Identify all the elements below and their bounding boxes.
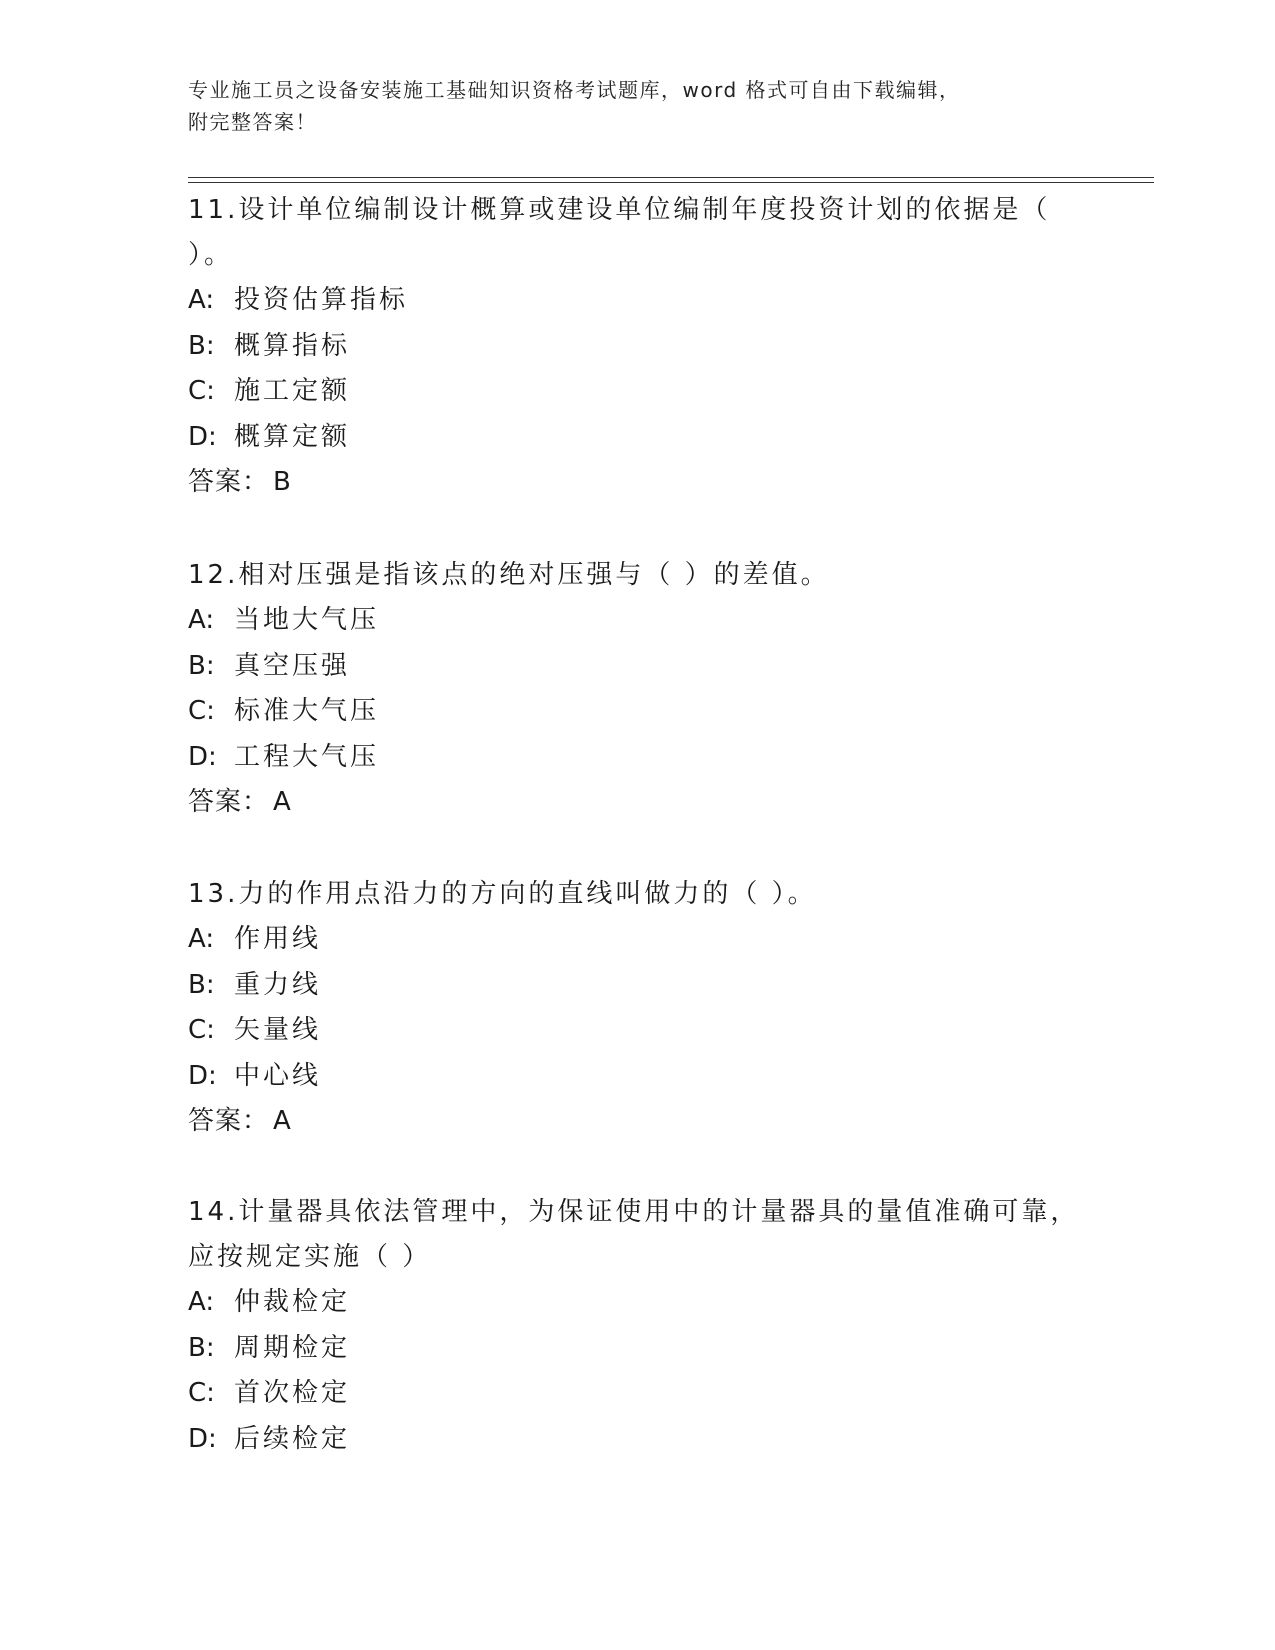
header-line-1: 专业施工员之设备安装施工基础知识资格考试题库，word 格式可自由下载编辑， bbox=[188, 78, 961, 102]
header-line-2: 附完整答案！ bbox=[188, 110, 317, 134]
option-a bbox=[188, 598, 1088, 644]
option-text: 中心线 bbox=[234, 1060, 322, 1091]
question-stem bbox=[188, 553, 1088, 598]
answer-line bbox=[188, 460, 1088, 506]
option-text: 标准大气压 bbox=[234, 696, 380, 726]
question-13 bbox=[188, 872, 1088, 1145]
document-header bbox=[188, 74, 1088, 138]
option-letter: C: bbox=[188, 1378, 215, 1408]
answer-value: A bbox=[273, 1106, 292, 1136]
option-c bbox=[188, 369, 1088, 415]
option-text: 仲裁检定 bbox=[234, 1287, 351, 1317]
option-text: 作用线 bbox=[234, 924, 322, 954]
question-stem bbox=[188, 188, 1088, 278]
option-letter: C: bbox=[188, 1015, 215, 1045]
answer-label: 答案： bbox=[188, 1106, 270, 1136]
question-12 bbox=[188, 553, 1088, 826]
option-d bbox=[188, 1417, 1088, 1463]
header-divider-bottom bbox=[188, 182, 1154, 183]
option-text: 首次检定 bbox=[234, 1378, 351, 1408]
option-letter: D: bbox=[188, 1060, 217, 1091]
option-letter: D: bbox=[188, 421, 217, 452]
option-letter: B: bbox=[188, 969, 215, 1000]
option-c bbox=[188, 689, 1088, 735]
header-divider-top bbox=[188, 177, 1154, 178]
option-letter: C: bbox=[188, 696, 215, 726]
question-stem-line-1: 13.力的作用点沿力的方向的直线叫做力的（ ）。 bbox=[188, 879, 817, 909]
question-stem bbox=[188, 872, 1088, 917]
option-b bbox=[188, 1326, 1088, 1372]
answer-value: A bbox=[273, 787, 292, 817]
option-a bbox=[188, 917, 1088, 963]
option-c bbox=[188, 1371, 1088, 1417]
option-a bbox=[188, 278, 1088, 324]
option-d bbox=[188, 415, 1088, 461]
option-d bbox=[188, 1054, 1088, 1100]
answer-label: 答案： bbox=[188, 467, 270, 497]
option-text: 周期检定 bbox=[234, 1332, 351, 1363]
option-letter: A: bbox=[188, 924, 215, 954]
answer-line bbox=[188, 1099, 1088, 1145]
option-a bbox=[188, 1280, 1088, 1326]
option-text: 概算定额 bbox=[234, 421, 351, 452]
option-text: 矢量线 bbox=[234, 1015, 322, 1045]
question-stem-line-2: 应按规定实施（ ） bbox=[188, 1242, 432, 1272]
option-letter: C: bbox=[188, 376, 215, 406]
option-b bbox=[188, 963, 1088, 1009]
option-c bbox=[188, 1008, 1088, 1054]
option-text: 后续检定 bbox=[234, 1423, 351, 1454]
option-letter: B: bbox=[188, 330, 215, 361]
option-text: 工程大气压 bbox=[234, 741, 380, 772]
option-letter: D: bbox=[188, 741, 217, 772]
question-14 bbox=[188, 1190, 1088, 1462]
option-letter: B: bbox=[188, 1332, 215, 1363]
answer-value: B bbox=[273, 467, 292, 497]
option-letter: D: bbox=[188, 1423, 217, 1454]
answer-line bbox=[188, 780, 1088, 826]
option-d bbox=[188, 735, 1088, 781]
option-text: 概算指标 bbox=[234, 330, 351, 361]
option-text: 施工定额 bbox=[234, 376, 351, 406]
option-text: 投资估算指标 bbox=[234, 285, 409, 315]
option-text: 重力线 bbox=[234, 969, 322, 1000]
answer-label: 答案： bbox=[188, 787, 270, 817]
question-stem-line-2: ）。 bbox=[188, 240, 234, 270]
question-stem-line-1: 11.设计单位编制设计概算或建设单位编制年度投资计划的依据是（ bbox=[188, 195, 1051, 225]
option-letter: B: bbox=[188, 650, 215, 681]
question-stem-line-1: 12.相对压强是指该点的绝对压强与（ ）的差值。 bbox=[188, 560, 830, 590]
option-b bbox=[188, 324, 1088, 370]
question-stem-line-1: 14.计量器具依法管理中，为保证使用中的计量器具的量值准确可靠， bbox=[188, 1197, 1080, 1227]
option-letter: A: bbox=[188, 1287, 215, 1317]
option-letter: A: bbox=[188, 605, 215, 635]
question-11 bbox=[188, 188, 1088, 506]
option-b bbox=[188, 644, 1088, 690]
option-text: 真空压强 bbox=[234, 650, 351, 681]
question-stem bbox=[188, 1190, 1088, 1280]
option-text: 当地大气压 bbox=[234, 605, 380, 635]
option-letter: A: bbox=[188, 285, 215, 315]
